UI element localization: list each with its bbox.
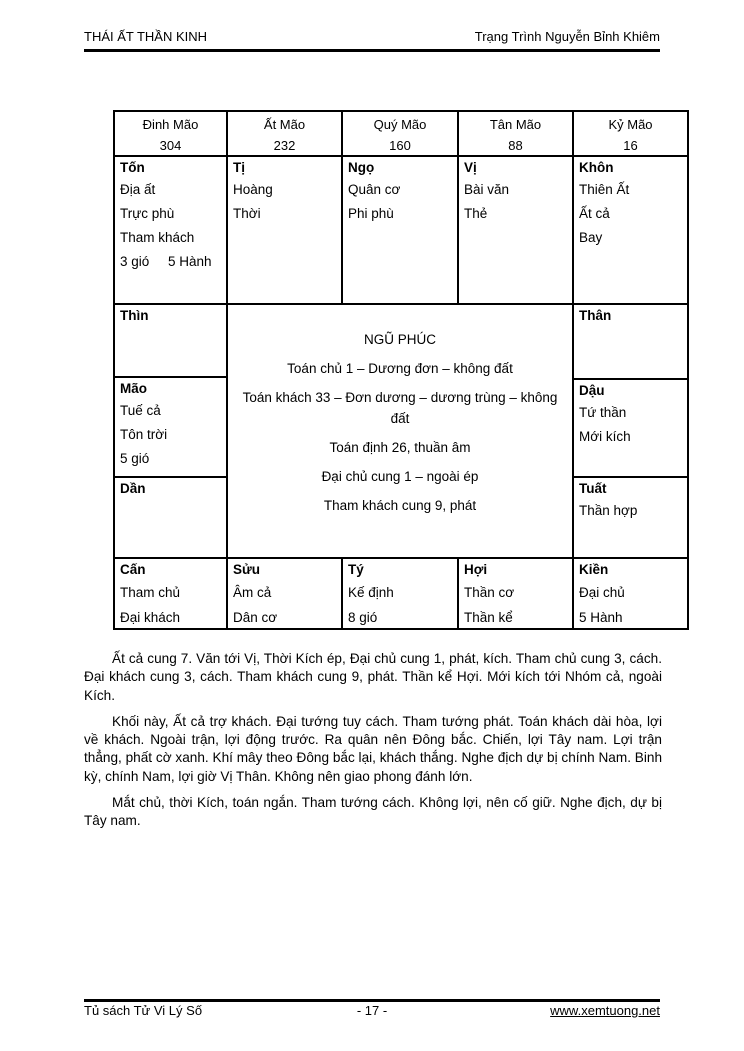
palace-line: Tôn trời [120,427,168,442]
palace-title: Thân [579,308,612,323]
palace-title: Dậu [579,383,605,398]
year-cell-at-mao [226,110,343,157]
palace-line: Đại khách [120,610,181,625]
year-cell-ky-mao [572,110,689,157]
palace-line: Thẻ [464,206,488,221]
palace-line: Đại chủ [579,585,625,600]
palace-cell-ngo [341,155,459,305]
center-line: Toán khách 33 – Đơn dương – dương trùng – không đất [242,390,558,426]
palace-cell-suu [226,557,343,630]
palace-title: Hợi [464,562,488,577]
footer-rule [84,999,660,1002]
palace-cell-ton [113,155,228,305]
palace-line: Dân cơ [233,610,278,625]
page-header-title: THÁI ẤT THẦN KINH [84,29,208,44]
palace-title: Cấn [120,562,146,577]
palace-line: Tham chủ [120,585,181,600]
palace-line: Mới kích [579,429,631,444]
palace-title: Mão [120,381,147,396]
palace-cell-thin [113,303,228,378]
palace-line: Tứ thần [579,405,627,420]
paragraph-3: Mắt chủ, thời Kích, toán ngắn. Tham tướng cách. Không lợi, nên cố giữ. Nghe địch, dự bị Tây nam. [84,795,662,829]
footer-website-link[interactable]: www.xemtuong.net [550,1003,660,1018]
palace-title: Thìn [120,308,149,323]
palace-line: Thời [233,206,261,221]
palace-line: Tuế cả [120,403,161,418]
year-label: Ất Mão [263,117,306,132]
palace-line: Thiên Ất [579,182,630,197]
palace-line: Thần kể [464,610,513,625]
body-text [84,650,662,839]
year-cell-quy-mao [341,110,459,157]
year-value: 88 [508,138,523,153]
center-line: Toán định 26, thuần âm [329,440,471,455]
palace-title: Tuất [579,481,607,496]
palace-cell-ty [341,557,459,630]
palace-cell-hoi [457,557,574,630]
palace-title: Tị [233,160,245,175]
palace-title: Tốn [120,160,145,175]
paragraph-2: Khối này, Ất cả trợ khách. Đại tướng tuy cách. Tham tướng phát. Toán khách dài hòa, lợi về khách. Ngoài trận, lợi động trước. Ra quân nên Đông bắc. Chiến, lợi Tây nam. Lợi trận thẳng, phất cờ xanh. Khí mây theo Đông bắc lại, khách thắng. Nghe địch dự bị chính Nam. Binh kỳ, chính Nam, lợi giờ Vị Thân. Không nên giao phong đánh lớn. [84,713,662,784]
palace-cell-dan [113,476,228,559]
year-label: Kỷ Mão [608,117,653,132]
palace-line: Thần cơ [464,585,515,600]
palace-title: Khôn [579,160,614,175]
center-line: Toán chủ 1 – Dương đơn – không đất [287,361,513,376]
palace-title: Dần [120,481,146,496]
year-cell-dinh-mao [113,110,228,157]
palace-line: Địa ất [120,182,156,197]
palace-cell-kien [572,557,689,630]
palace-line: 5 Hành [579,610,623,625]
year-label: Đinh Mão [142,117,199,132]
palace-title: Tý [348,562,364,577]
palace-cell-dau [572,378,689,478]
page-header-author: Trạng Trình Nguyễn Bỉnh Khiêm [474,29,660,44]
year-value: 304 [159,138,182,153]
center-line: Tham khách cung 9, phát [323,498,477,513]
palace-cell-can [113,557,228,630]
year-label: Quý Mão [373,117,427,132]
palace-line: Ất cả [579,206,610,221]
footer-series-title: Tủ sách Tử Vi Lý Số [84,1003,203,1018]
center-line: Đại chủ cung 1 – ngoài ép [321,469,479,484]
palace-line: Trực phù [120,206,175,221]
palace-line: Bay [579,230,603,245]
palace-line: 3 gió 5 Hành [120,254,212,269]
palace-cell-tuat [572,476,689,559]
palace-cell-mao [113,376,228,478]
palace-title: Kiền [579,562,609,577]
year-value: 232 [273,138,296,153]
palace-line: Quân cơ [348,182,401,197]
year-label: Tân Mão [489,117,542,132]
palace-cell-than [572,303,689,380]
palace-line: Phi phù [348,206,394,221]
center-title: NGŨ PHÚC [363,332,436,347]
palace-title: Ngọ [348,160,375,175]
palace-line: Tham khách [120,230,195,245]
header-rule [84,49,660,52]
year-value: 160 [389,138,411,153]
palace-line: Hoàng [233,182,273,197]
palace-title: Sửu [233,562,261,577]
year-value: 16 [623,138,638,153]
palace-cell-khon [572,155,689,305]
palace-line: Âm cả [233,585,272,600]
palace-line: 5 gió [120,451,150,466]
palace-cell-ti [226,155,343,305]
palace-line: Thần hợp [579,503,638,518]
palace-cell-vi [457,155,574,305]
thai-at-chart [113,110,689,630]
palace-line: 8 gió [348,610,378,625]
palace-title: Vị [464,160,477,175]
paragraph-1: Ất cả cung 7. Văn tới Vị, Thời Kích ép, Đại chủ cung 1, phát, kích. Tham chủ cung 3, cách. Đại khách cung 3, cách. Tham khách cung 9, phát. Thần kể Hợi. Mới kích tới Nhóm cả, ngoài Kích. [84,651,662,703]
palace-line: Kế định [348,585,394,600]
palace-line: Bài văn [464,182,510,197]
year-cell-tan-mao [457,110,574,157]
footer-page-number: - 17 - [356,1003,388,1018]
center-summary-cell [226,303,574,559]
